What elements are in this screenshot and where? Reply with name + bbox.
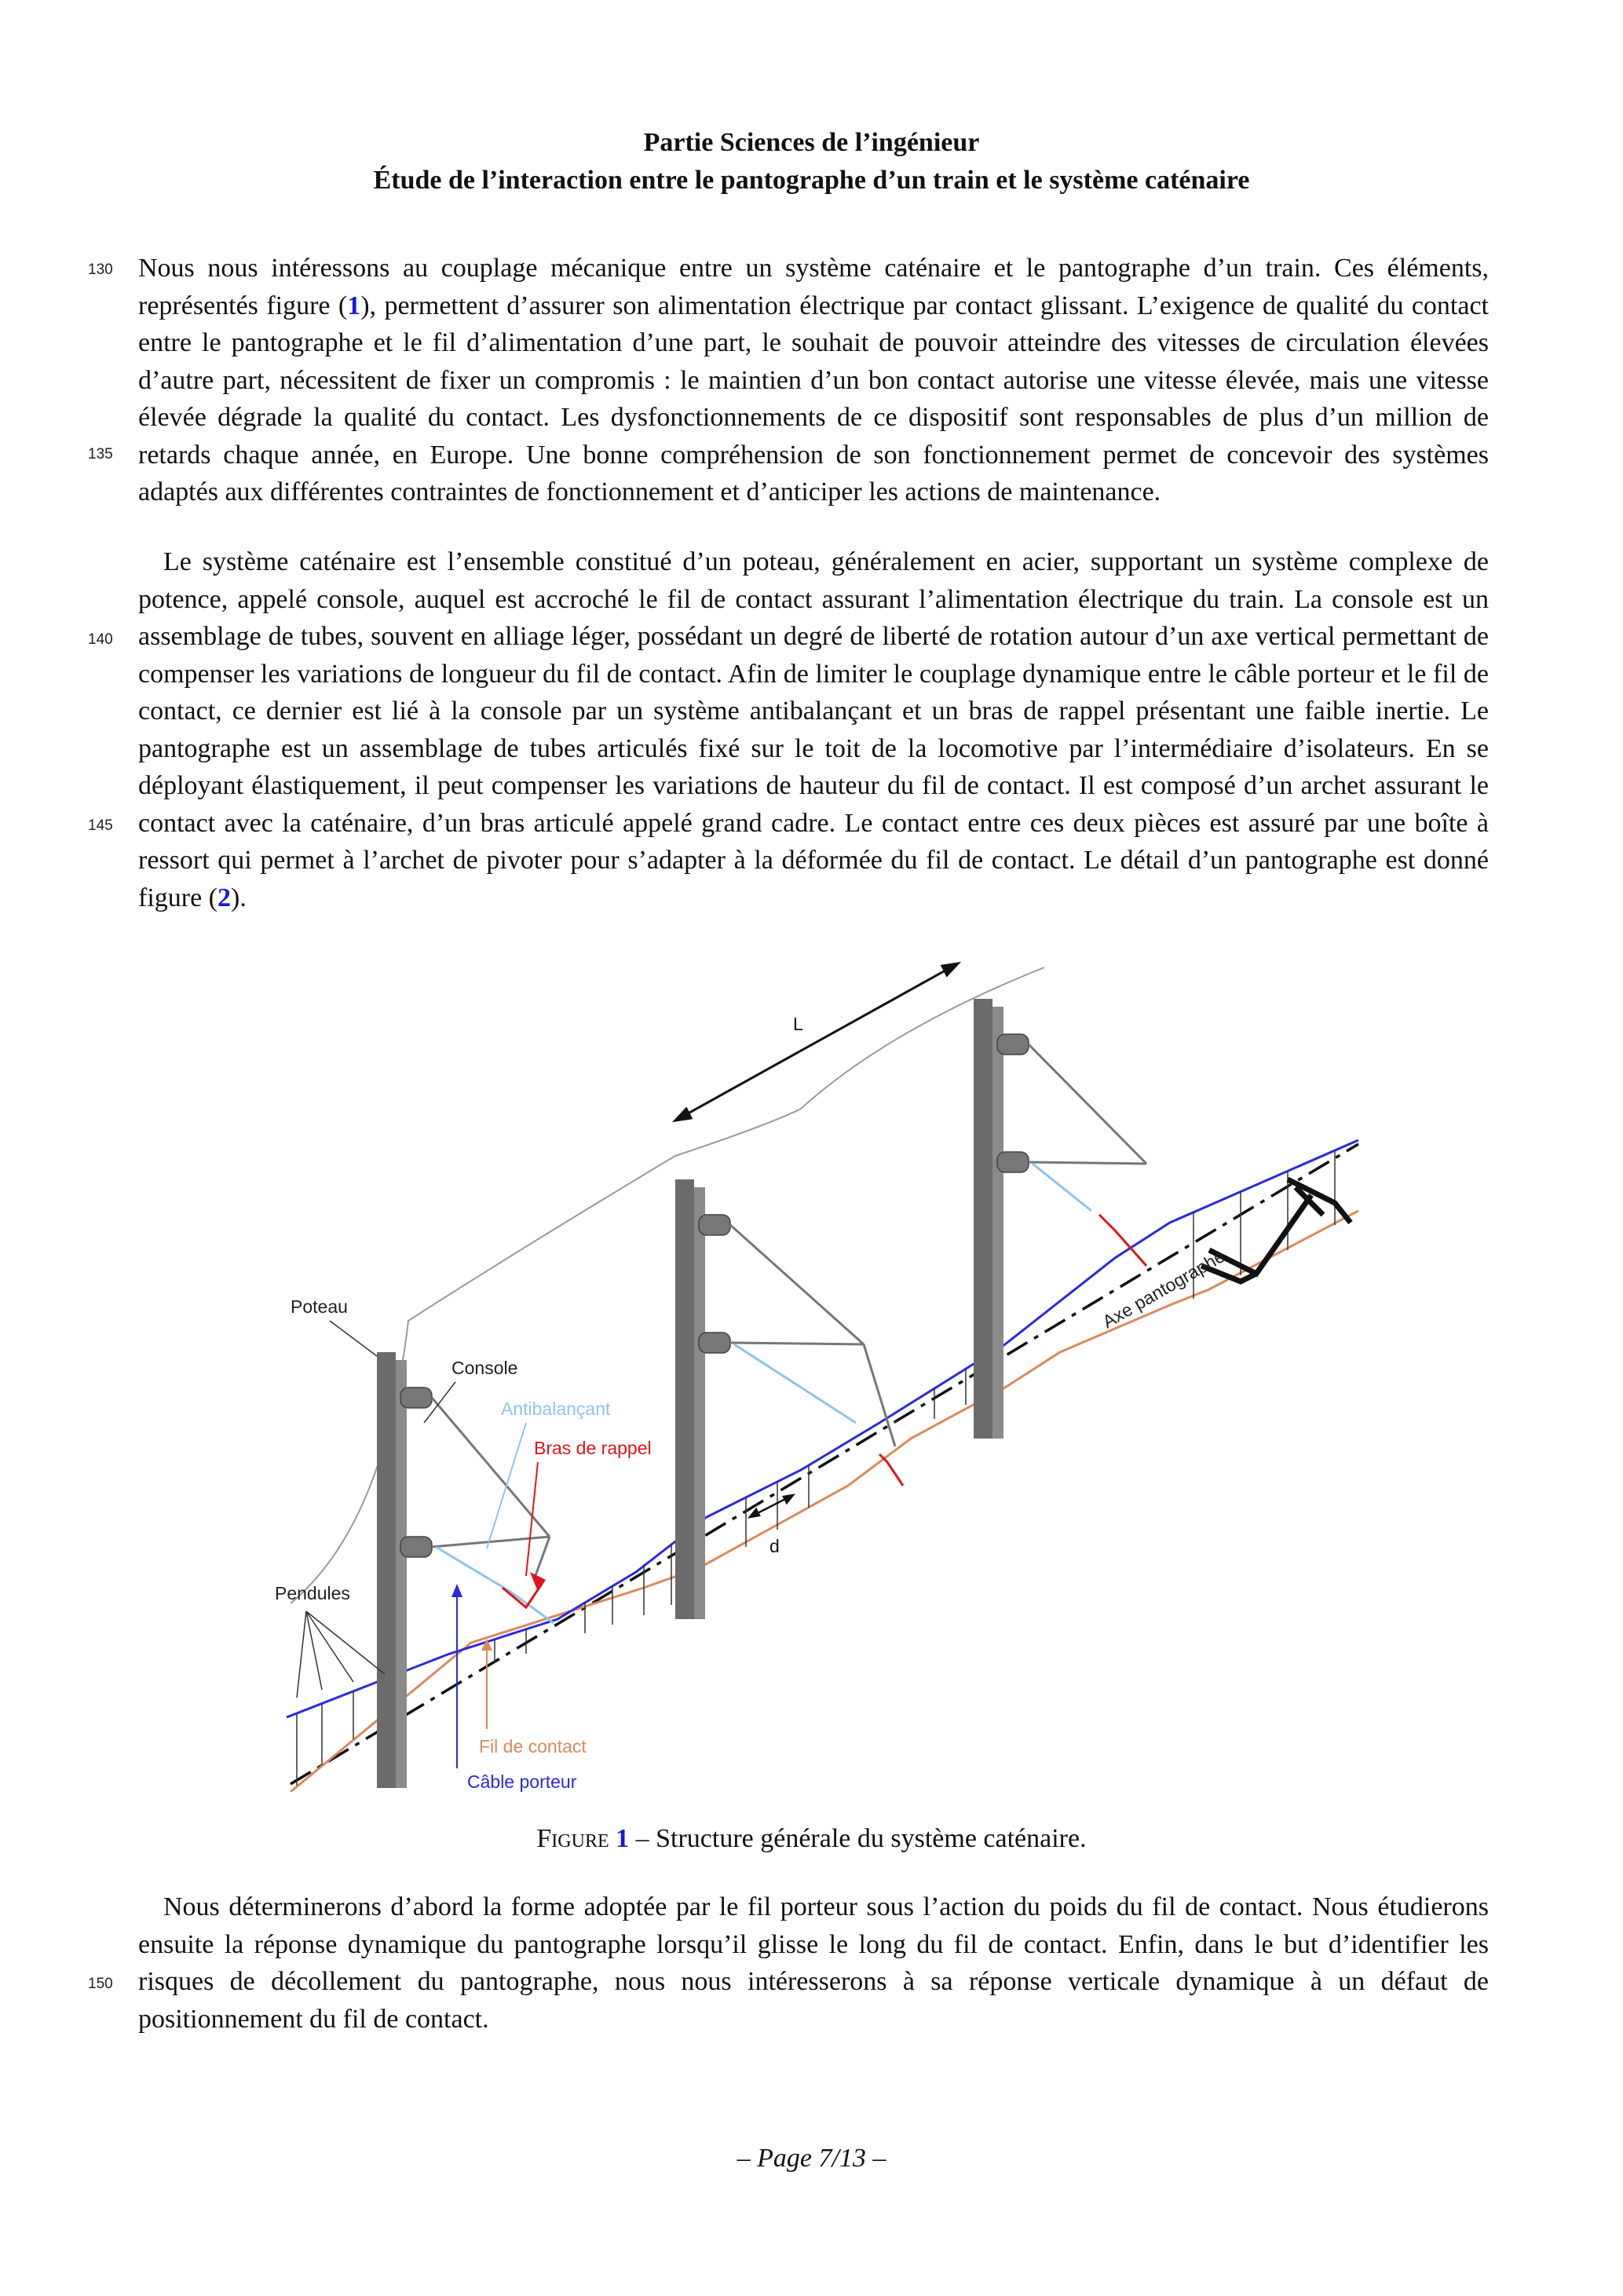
bras-de-rappel-pointer xyxy=(530,1572,546,1592)
figure-caption-prefix: Figure xyxy=(536,1824,609,1853)
paragraph-intro xyxy=(138,250,1489,511)
line-number-130: 130 xyxy=(88,261,113,278)
paragraph-intro-text-1: Nous nous intéressons au couplage mécanique entre un système caténaire et le pantographe d’un train. Ces éléments, représentés figure ( xyxy=(138,254,1489,320)
figure-caption-number: 1 xyxy=(616,1824,630,1853)
antibalancant-label: Antibalançant xyxy=(501,1398,611,1419)
contact-wire xyxy=(291,1211,1358,1792)
paragraph-plan-text: Nous déterminerons d’abord la forme adoptée par le fil porteur sous l’action du poids du fil de contact. Nous étudierons ensuite la réponse dynamique du pantographe lorsqu’il glisse le long du fil de contact. Enfin, dans le but d’identifier les risques de décollement du pantographe, nous nous intéresserons à sa réponse verticale dynamique à un défaut de positionnement du fil de contact. xyxy=(138,1892,1489,2034)
cable-porteur-label: Câble porteur xyxy=(467,1771,577,1792)
paragraph-intro-text-2: ), permettent d’assurer son alimentation électrique par contact glissant. L’exigence de qualité du contact entre le pantographe et le fil d’alimentation d’une part, le souhait de pouvoir atteindre des vitesses de circulation élevées d’autre part, nécessitent de fixer un compromis : le maintien d’un bon contact autorise une vitesse élevée, mais une vitesse élevée dégrade la qualité du contact. Les dysfonctionnements de ce dispositif sont responsables de plus d’un million de retards chaque année, en Europe. Une bonne compréhension de son fonctionnement permet de concevoir des systèmes adaptés aux différentes contraintes de fonctionnement et d’anticiper les actions de maintenance. xyxy=(138,291,1490,506)
pantograph-axis-line xyxy=(291,1144,1358,1784)
carrier-cable xyxy=(287,1140,1358,1717)
line-number-140: 140 xyxy=(88,631,113,648)
paragraph-catenary xyxy=(138,543,1489,916)
l-dimension-arrow xyxy=(675,963,958,1121)
catenary-figure xyxy=(267,952,1366,1792)
figure-caption xyxy=(0,1820,1623,1858)
fil-de-contact-label: Fil de contact xyxy=(479,1736,587,1757)
figure-2-ref-link[interactable]: 2 xyxy=(217,883,232,912)
insulators xyxy=(400,1034,1029,1557)
pole-3 xyxy=(974,999,992,1439)
d-label: d xyxy=(769,1536,780,1556)
figure-1-ref-link[interactable]: 1 xyxy=(347,291,361,320)
l-label: L xyxy=(793,1014,803,1034)
figure-caption-text: – Structure générale du système caténaire. xyxy=(629,1824,1087,1853)
catenary-diagram xyxy=(267,952,1366,1792)
console-label: Console xyxy=(451,1358,518,1378)
line-number-145: 145 xyxy=(88,817,113,834)
paragraph-catenary-text-2: ). xyxy=(231,883,247,912)
section-title: Partie Sciences de l’ingénieur xyxy=(643,128,980,157)
pole-1 xyxy=(377,1352,396,1788)
line-number-150: 150 xyxy=(88,1976,113,1992)
page-number: – Page 7/13 – xyxy=(737,2144,886,2173)
study-title: Étude de l’interaction entre le pantographe d’un train et le système caténaire xyxy=(373,166,1250,195)
line-number-135: 135 xyxy=(88,446,113,462)
paragraph-catenary-text-1: Le système caténaire est l’ensemble constitué d’un poteau, généralement en acier, supportant un système complexe de potence, appelé console, auquel est accroché le fil de contact assurant l’alimentation électrique du train. La console est un assemblage de tubes, souvent en alliage léger, possédant un degré de liberté de rotation autour d’un axe vertical permettant de compenser les variations de longueur du fil de contact. Afin de limiter le couplage dynamique entre le câble porteur et le fil de contact, ce dernier est lié à la console par un système antibalançant et un bras de rappel présentant une faible inertie. Le pantographe est un assemblage de tubes articulés fixé sur le toit de la locomotive par l’intermédiaire d’isolateurs. En se déployant élastiquement, il peut compenser les variations de hauteur du fil de contact. Il est composé d’un archet assurant le contact avec la caténaire, d’un bras articulé appelé grand cadre. Le contact entre ces deux pièces est assuré par une boîte à ressort qui permet à l’archet de pivoter pour s’adapter à la déformée du fil de contact. Le détail d’un pantographe est donné figure ( xyxy=(138,547,1489,912)
bras-de-rappel-label: Bras de rappel xyxy=(534,1438,652,1458)
paragraph-plan xyxy=(138,1888,1489,2038)
droppers xyxy=(297,1150,1335,1786)
poteau-label: Poteau xyxy=(291,1296,348,1317)
pendules-label: Pendules xyxy=(275,1583,350,1603)
pole-2 xyxy=(675,1179,694,1619)
axe-pantographe-label: Axe pantographe xyxy=(1098,1245,1229,1333)
